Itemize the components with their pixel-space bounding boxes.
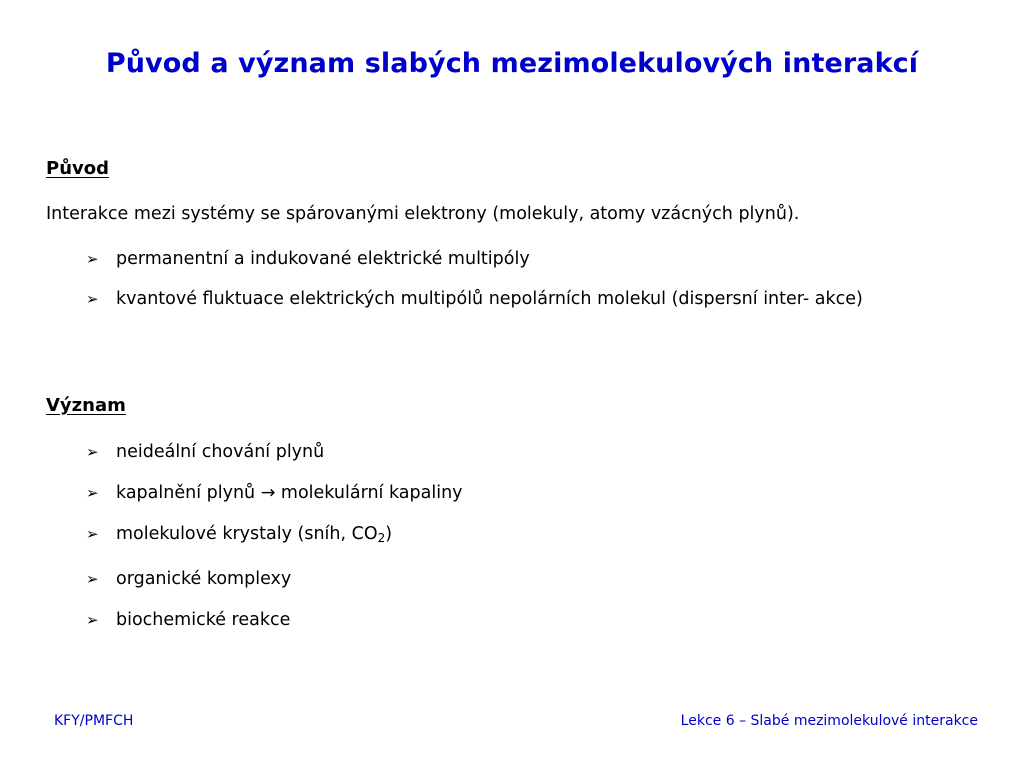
- list-item: [86, 608, 966, 633]
- bullet-list-vyznam: [86, 440, 966, 633]
- arrow-bullet-icon: ➢: [86, 570, 99, 588]
- list-item-text: molekulové krystaly (sníh, CO: [116, 524, 378, 544]
- arrow-bullet-icon: ➢: [86, 484, 99, 502]
- footer-lecture-title: Lekce 6 – Slabé mezimolekulové interakce: [680, 713, 978, 729]
- arrow-bullet-icon: ➢: [86, 290, 99, 308]
- list-item-text: biochemické reakce: [116, 610, 291, 630]
- list-item-text: kapalnění plynů → molekulární kapaliny: [116, 483, 463, 503]
- co2-subscript: 2: [377, 531, 386, 545]
- list-item: [86, 287, 956, 312]
- list-item-text: permanentní a indukované elektrické multipóly: [116, 249, 530, 269]
- list-item-text: neideální chování plynů: [116, 442, 325, 462]
- list-item-text: organické komplexy: [116, 569, 292, 589]
- list-item: [86, 522, 966, 551]
- list-item-text-suffix: ): [385, 524, 393, 544]
- arrow-bullet-icon: ➢: [86, 525, 99, 543]
- arrow-bullet-icon: ➢: [86, 443, 99, 461]
- arrow-bullet-icon: ➢: [86, 250, 99, 268]
- footer-course-code: KFY/PMFCH: [54, 713, 134, 729]
- list-item: [86, 567, 966, 592]
- section-intro-puvod: Interakce mezi systémy se spárovanými elektrony (molekuly, atomy vzácných plynů).: [46, 204, 800, 224]
- arrow-bullet-icon: ➢: [86, 611, 99, 629]
- list-item-text: kvantové fluktuace elektrických multipólů nepolárních molekul (dispersní inter- akce): [116, 289, 863, 309]
- list-item: [86, 481, 966, 506]
- bullet-list-puvod: [86, 247, 966, 312]
- list-item: [86, 247, 966, 272]
- section-heading-vyznam: Význam: [46, 395, 126, 416]
- slide-title: Původ a význam slabých mezimolekulových interakcí: [105, 48, 919, 79]
- section-heading-puvod: Původ: [46, 158, 109, 179]
- list-item: [86, 440, 966, 465]
